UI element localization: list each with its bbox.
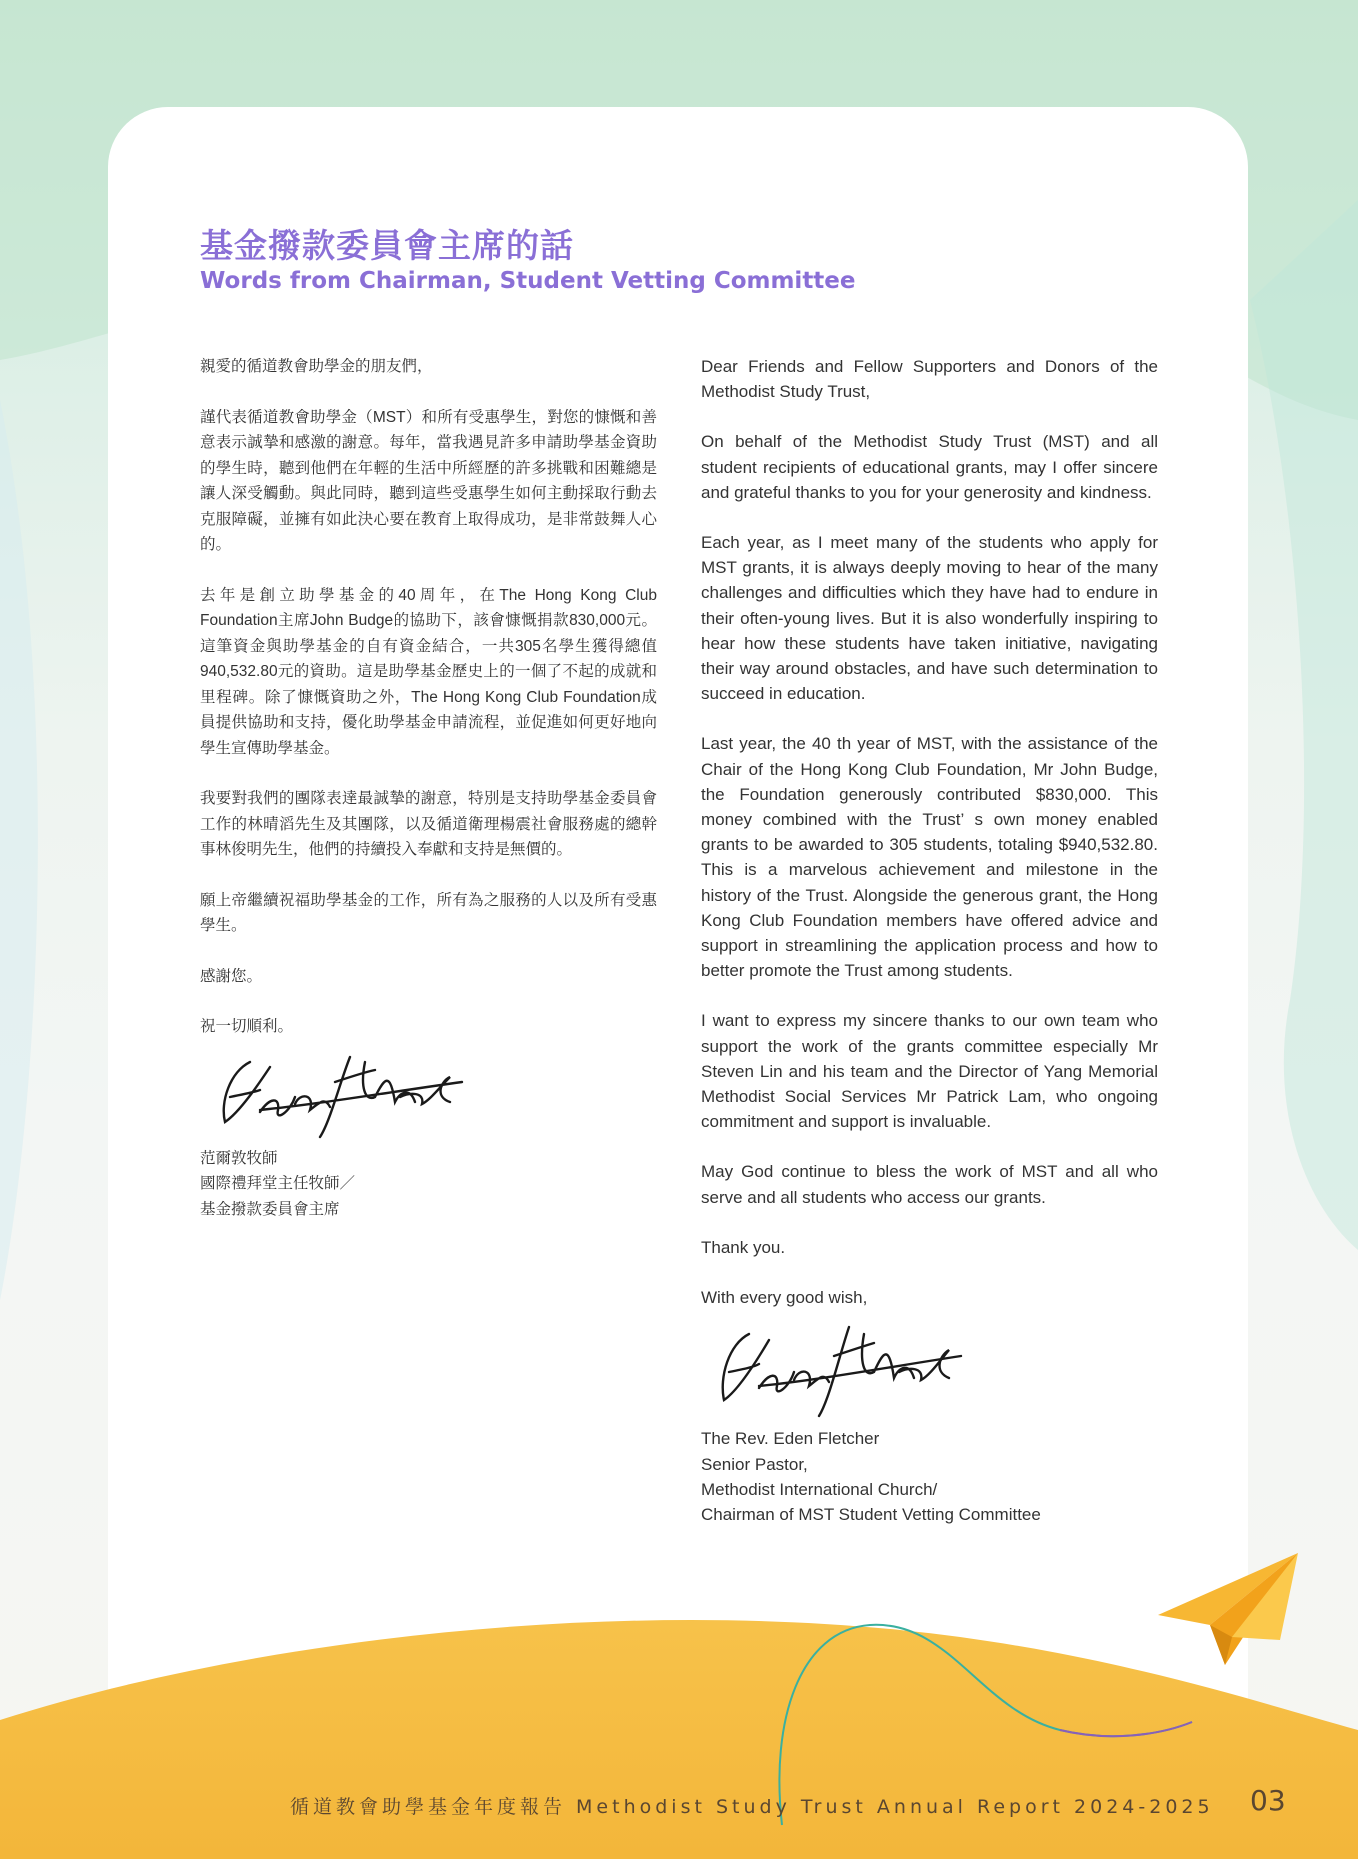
chinese-closing: 祝一切順利。 bbox=[200, 1018, 294, 1035]
chinese-paragraph: 去年是創立助學基金的40周年，在The Hong Kong Club Foundation主席John Budge的協助下，該會慷慨捐款830,000元。這筆資金與助學基金的自有資金結合，一共305名學生獲得總值940,532.80元的資助。這是助學基金歷史上的一個了不起的成就和里程碑。除了慷慨資助之外，The Hong Kong Club Foundation成員提供協助和支持，優化助學基金申請流程，並促進如何更好地向學生宣傳助學基金。 bbox=[200, 586, 657, 757]
page-number: 03 bbox=[1250, 1784, 1286, 1817]
signer-line: Methodist International Church/ bbox=[701, 1479, 938, 1499]
english-paragraph: May God continue to bless the work of MST and all who serve and all students who access our grants. bbox=[701, 1162, 1158, 1207]
english-salutation: Dear Friends and Fellow Supporters and Donors of the Methodist Study Trust, bbox=[701, 357, 1158, 402]
signer-line: The Rev. Eden Fletcher bbox=[701, 1429, 880, 1449]
chinese-paragraph: 謹代表循道教會助學金（MST）和所有受惠學生，對您的慷慨和善意表示誠摯和感激的謝意。每年，當我遇見許多申請助學基金資助的學生時，聽到他們在年輕的生活中所經歷的許多挑戰和困難總是讓人深受觸動。與此同時，聽到這些受惠學生如何主動採取行動去克服障礙，並擁有如此決心要在教育上取得成功，是非常鼓舞人心的。 bbox=[200, 408, 657, 553]
signer-line: Chairman of MST Student Vetting Committee bbox=[701, 1504, 1041, 1524]
paper-plane-icon bbox=[1150, 1545, 1305, 1670]
chinese-paragraph: 我要對我們的團隊表達最誠摯的謝意，特別是支持助學基金委員會工作的林晴滔先生及其團隊，以及循道衛理楊震社會服務處的總幹事林俊明先生，他們的持續投入奉獻和支持是無價的。 bbox=[200, 790, 657, 858]
signer-line: 范爾敦牧師 bbox=[200, 1149, 278, 1167]
english-paragraph: Last year, the 40 th year of MST, with the assistance of the Chair of the Hong Kong Club Foundation, Mr John Budge, the Foundation generously contributed $830,000. This money combined with the Trust’ s own money enabled grants to be awarded to 305 students, totaling $940,532.80. This is a marvelous achievement and milestone in the history of the Trust. Alongside the generous grant, the Hong Kong Club Foundation members have offered advice and support in streamlining the application process and how to better promote the Trust among students. bbox=[701, 734, 1158, 981]
english-closing: With every good wish, bbox=[701, 1288, 868, 1308]
english-paragraph: On behalf of the Methodist Study Trust (MST) and all student recipients of educational grants, may I offer sincere and grateful thanks to you for your generosity and kindness. bbox=[701, 432, 1158, 502]
chinese-salutation: 親愛的循道教會助學金的朋友們， bbox=[200, 358, 433, 375]
chinese-paragraph: 願上帝繼續祝福助學基金的工作，所有為之服務的人以及所有受惠學生。 bbox=[200, 891, 657, 934]
chinese-paragraph: 感謝您。 bbox=[200, 967, 263, 985]
signature-image bbox=[699, 1312, 969, 1422]
signature-image bbox=[200, 1042, 470, 1142]
signer-line: 基金撥款委員會主席 bbox=[200, 1200, 340, 1218]
english-paragraph: Thank you. bbox=[701, 1237, 786, 1257]
page-title-english: Words from Chairman, Student Vetting Committee bbox=[200, 268, 856, 294]
english-letter bbox=[701, 354, 1158, 1527]
chinese-letter bbox=[200, 354, 657, 1222]
page-title-chinese: 基金撥款委員會主席的話 bbox=[200, 226, 574, 265]
signer-line: 國際禮拜堂主任牧師／ bbox=[200, 1175, 356, 1192]
footer-report-title: 循道教會助學基金年度報告 Methodist Study Trust Annual Report 2024-2025 bbox=[290, 1796, 1214, 1818]
english-paragraph: Each year, as I meet many of the students who apply for MST grants, it is always deeply moving to hear of the many challenges and difficulties which they have had to endure in their often-young lives. But it is also wonderfully inspiring to hear how these students have taken initiative, navigating their way around obstacles, and have such determination to succeed in education. bbox=[701, 533, 1158, 704]
english-paragraph: I want to express my sincere thanks to our own team who support the work of the grants committee especially Mr Steven Lin and his team and the Director of Yang Memorial Methodist Social Services Mr Patrick Lam, who ongoing commitment and support is invaluable. bbox=[701, 1011, 1158, 1132]
signer-line: Senior Pastor, bbox=[701, 1454, 808, 1474]
